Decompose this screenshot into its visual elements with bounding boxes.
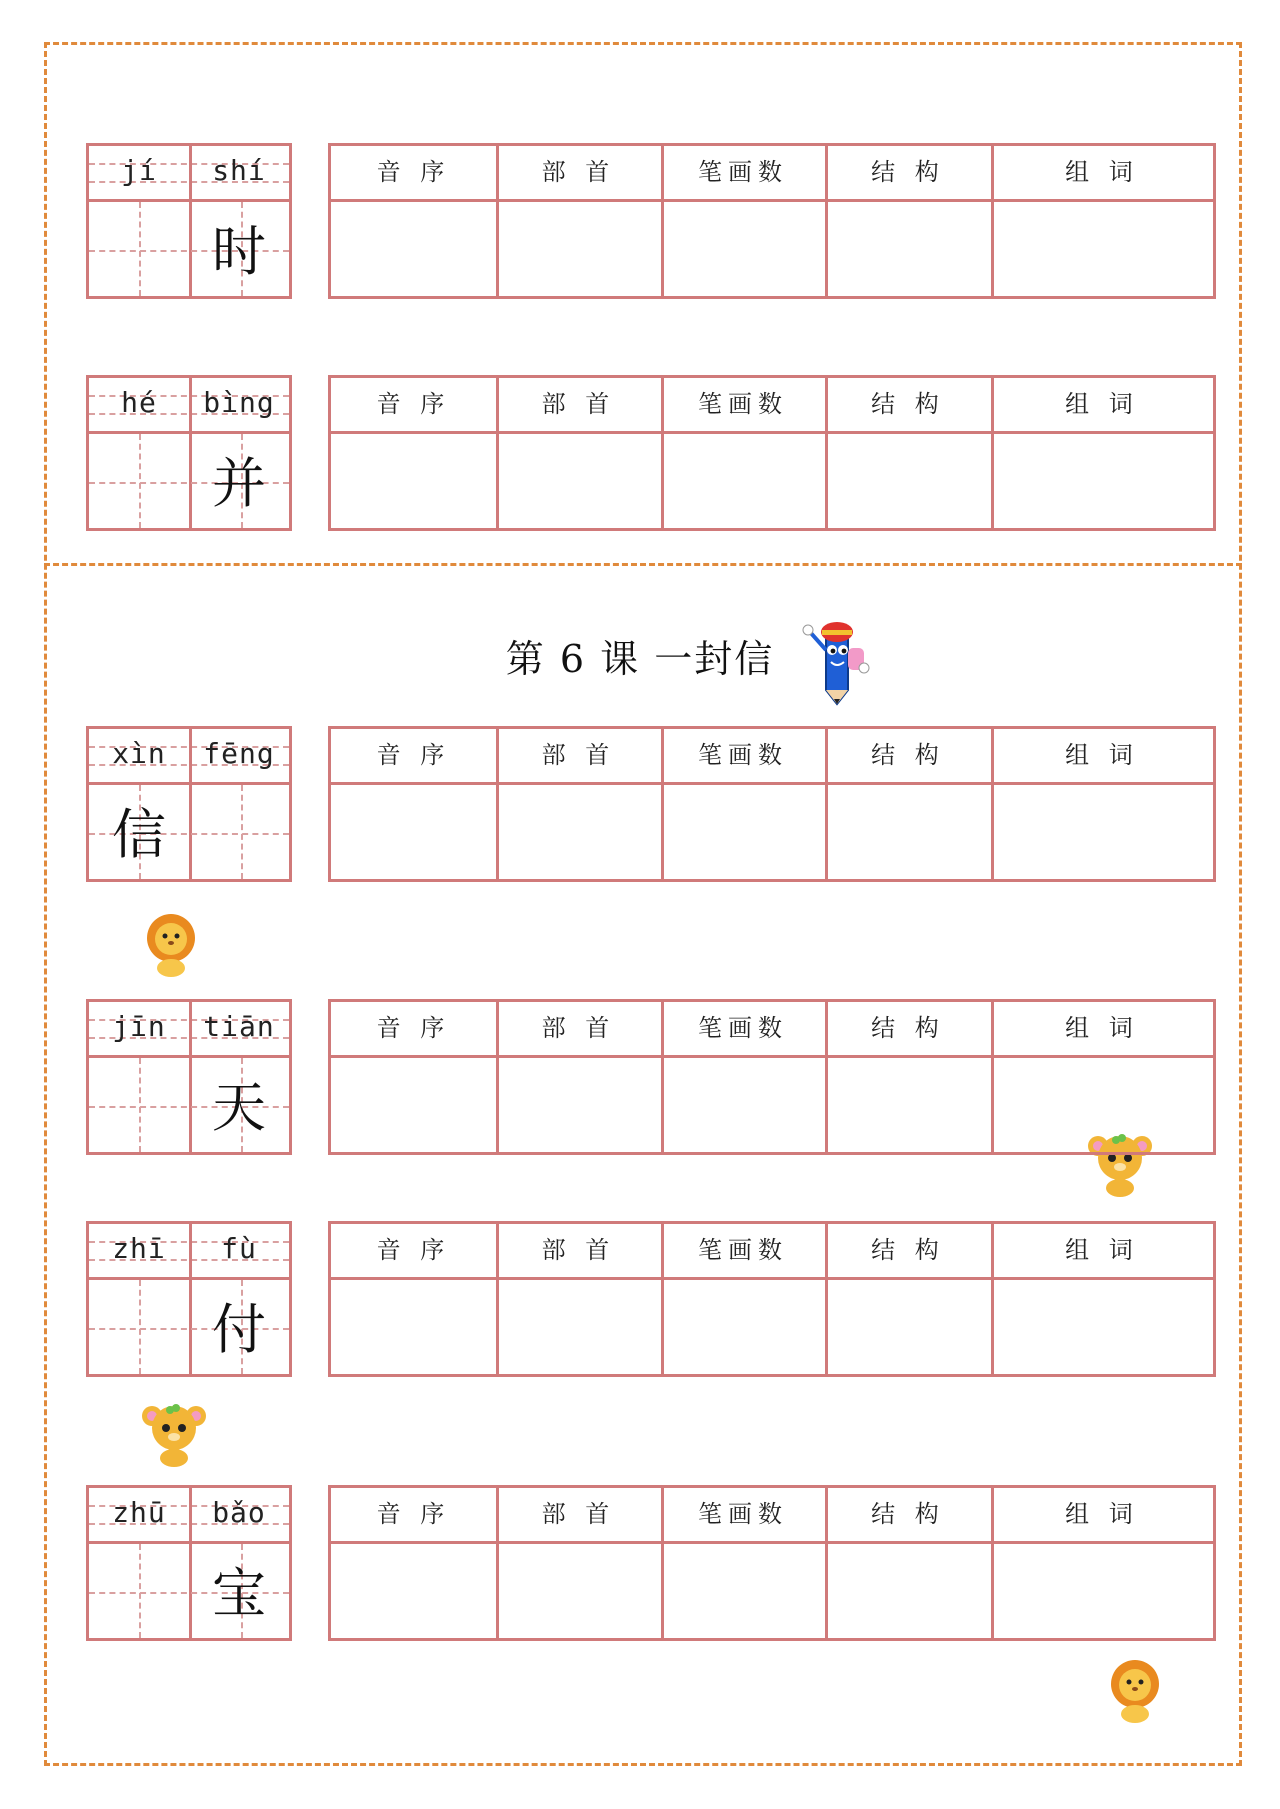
table-header-cell: 部 首 [541,158,616,186]
table-header-cell: 组 词 [1065,158,1139,186]
pinyin-box [86,143,292,299]
table-header-cell: 结 构 [871,1500,945,1528]
pinyin-right: bǎo [212,1496,266,1529]
pinyin-left: zhū [112,1496,166,1529]
character-row [86,375,1216,531]
section-divider [44,563,1242,566]
pinyin-left: jīn [112,1010,166,1043]
table-header-cell: 音 序 [376,741,451,769]
table-header-cell: 组 词 [1065,1500,1139,1528]
table-header-cell: 部 首 [541,390,616,418]
pinyin-box [86,375,292,531]
character-row [86,726,1216,882]
pinyin-left: hé [121,386,157,419]
bear-sticker-icon [140,1400,208,1468]
hanzi-character: 天 [212,1076,266,1139]
table-header-cell: 笔画数 [698,158,788,186]
pinyin-box [86,726,292,882]
table-header-cell: 部 首 [541,1500,616,1528]
pinyin-right: fēng [203,737,275,770]
pinyin-left: xìn [112,737,166,770]
table-header-cell: 结 构 [871,390,945,418]
hanzi-character: 宝 [212,1562,266,1625]
character-info-table [328,999,1216,1155]
character-info-table [328,143,1216,299]
table-header-cell: 音 序 [376,1500,451,1528]
table-header-cell: 组 词 [1065,1014,1139,1042]
hanzi-character: 时 [212,220,266,283]
table-header-cell: 部 首 [541,1236,616,1264]
hanzi-character: 信 [112,803,166,866]
table-header-cell: 音 序 [376,390,451,418]
hanzi-character: 付 [212,1298,266,1361]
table-header-cell: 笔画数 [698,1236,788,1264]
hanzi-character: 并 [212,452,266,515]
character-info-table [328,1485,1216,1641]
lesson-title: 第 6 课 一封信 [505,637,775,681]
table-header-cell: 结 构 [871,1236,945,1264]
pencil-mascot-icon [796,610,886,706]
table-header-cell: 音 序 [376,1236,451,1264]
lion-sticker-icon [1104,1658,1166,1724]
pinyin-right: shí [212,154,266,187]
table-header-cell: 组 词 [1065,390,1139,418]
pinyin-box [86,1485,292,1641]
pinyin-left: zhī [112,1232,166,1265]
character-row [86,999,1216,1155]
table-header-cell: 结 构 [871,158,945,186]
character-info-table [328,375,1216,531]
table-header-cell: 笔画数 [698,390,788,418]
pinyin-box [86,1221,292,1377]
character-info-table [328,726,1216,882]
table-header-cell: 部 首 [541,1014,616,1042]
table-header-cell: 音 序 [376,158,451,186]
table-header-cell: 部 首 [541,741,616,769]
character-info-table [328,1221,1216,1377]
pinyin-right: fù [221,1232,257,1265]
character-row [86,143,1216,299]
table-header-cell: 结 构 [871,1014,945,1042]
pinyin-right: tiān [203,1010,275,1043]
table-header-cell: 音 序 [376,1014,451,1042]
table-header-cell: 结 构 [871,741,945,769]
pinyin-right: bìng [203,386,275,419]
table-header-cell: 笔画数 [698,1500,788,1528]
table-header-cell: 笔画数 [698,1014,788,1042]
character-row [86,1221,1216,1377]
table-header-cell: 组 词 [1065,1236,1139,1264]
table-header-cell: 笔画数 [698,741,788,769]
lion-sticker-icon [140,912,202,978]
pinyin-left: jí [121,154,157,187]
table-header-cell: 组 词 [1065,741,1139,769]
character-row [86,1485,1216,1641]
pinyin-box [86,999,292,1155]
